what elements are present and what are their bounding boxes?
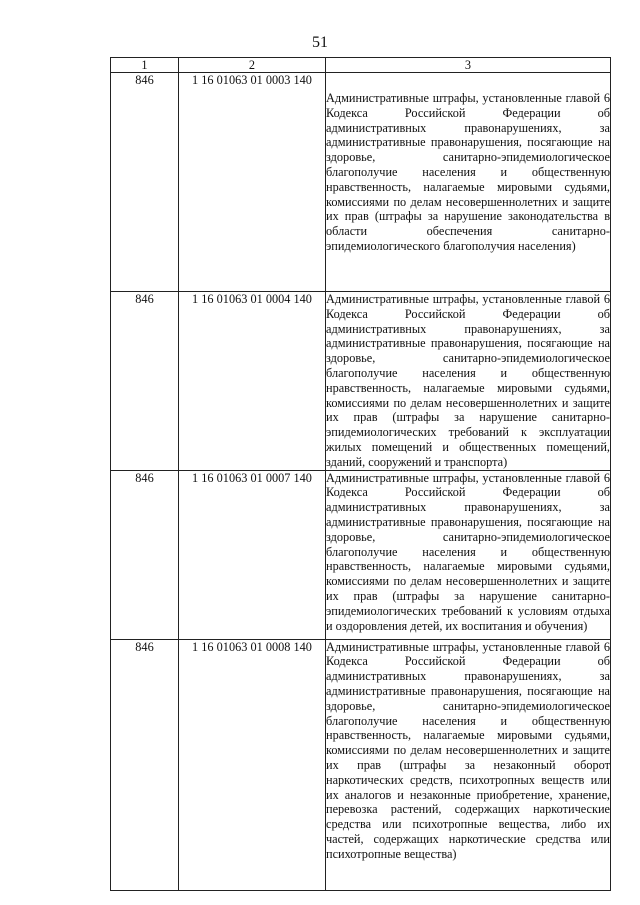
kbk-cell: 1 16 01063 01 0003 140	[179, 73, 326, 292]
description-cell: Административные штрафы, установленные главой 6 Кодекса Российской Федерации об административных правонарушениях, за административные правонарушения, посягающие на здоровье, санитарно-эпидемиологическое благополучие населения и общественную нравственность, налагаемые мировыми судьями, комиссиями по делам несовершеннолетних и защите их прав (штрафы за незаконный оборот наркотических средств, психотропных веществ или их аналогов и незаконные приобретение, хранение, перевозка растений, содержащих наркотические средства или психотропные вещества, либо их частей, содержащих наркотические средства или психотропные вещества)	[326, 639, 611, 890]
column-header-1: 1	[111, 58, 179, 73]
table-row	[111, 639, 611, 890]
admin-code-cell: 846	[111, 292, 179, 471]
revenue-codes-table	[110, 57, 611, 891]
description-cell: Административные штрафы, установленные главой 6 Кодекса Российской Федерации об административных правонарушениях, за административные правонарушения, посягающие на здоровье, санитарно-эпидемиологическое благополучие населения и общественную нравственность, налагаемые мировыми судьями, комиссиями по делам несовершеннолетних и защите их прав (штрафы за нарушение законодательства в области обеспечения санитарно-эпидемиологического благополучия населения)	[326, 73, 611, 292]
column-header-3: 3	[326, 58, 611, 73]
kbk-cell: 1 16 01063 01 0004 140	[179, 292, 326, 471]
table-row	[111, 292, 611, 471]
table-row	[111, 470, 611, 639]
column-header-2: 2	[179, 58, 326, 73]
admin-code-cell: 846	[111, 470, 179, 639]
description-cell: Административные штрафы, установленные главой 6 Кодекса Российской Федерации об административных правонарушениях, за административные правонарушения, посягающие на здоровье, санитарно-эпидемиологическое благополучие населения и общественную нравственность, налагаемые мировыми судьями, комиссиями по делам несовершеннолетних и защите их прав (штрафы за нарушение санитарно-эпидемиологических требований к эксплуатации жилых помещений и общественных помещений, зданий, сооружений и транспорта)	[326, 292, 610, 469]
admin-code-cell: 846	[111, 639, 179, 890]
admin-code-cell: 846	[111, 73, 179, 292]
table-header-row	[111, 58, 611, 73]
kbk-cell: 1 16 01063 01 0007 140	[179, 470, 326, 639]
table-row	[111, 73, 611, 292]
description-cell: Административные штрафы, установленные главой 6 Кодекса Российской Федерации об административных правонарушениях, за административные правонарушения, посягающие на здоровье, санитарно-эпидемиологическое благополучие населения и общественную нравственность, налагаемые мировыми судьями, комиссиями по делам несовершеннолетних и защите их прав (штрафы за нарушение санитарно-эпидемиологических требований к условиям отдыха и оздоровления детей, их воспитания и обучения)	[326, 470, 611, 639]
kbk-cell: 1 16 01063 01 0008 140	[179, 639, 326, 890]
page-number: 51	[312, 34, 328, 51]
